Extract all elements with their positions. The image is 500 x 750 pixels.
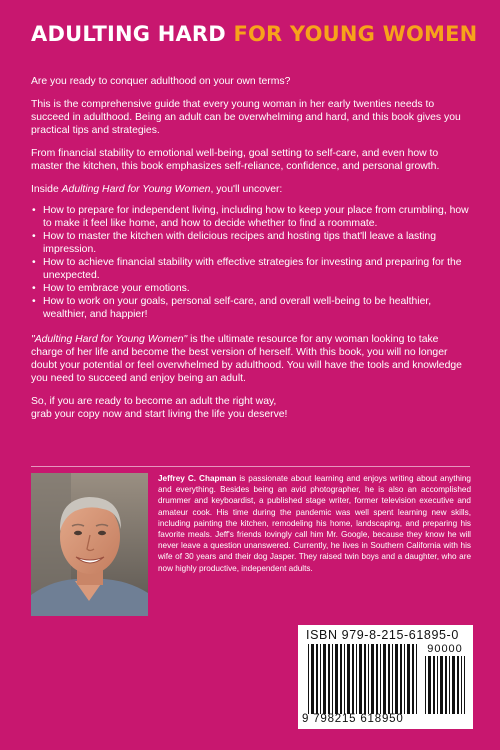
title-part-1: ADULTING HARD — [31, 22, 234, 46]
feature-list — [31, 204, 471, 321]
quoted-title: "Adulting Hard for Young Women" — [31, 334, 188, 345]
barcode-addon-bars — [425, 656, 465, 714]
barcode-addon-number: 90000 — [427, 643, 463, 655]
blurb-paragraph-3: From financial stability to emotional well-being, goal setting to self-care, and even how to master the kitchen, this book emphasizes self-reliance, confidence, and personal growth. — [31, 148, 440, 172]
author-bio-text: is passionate about learning and enjoys writing about anything and everything. Besides being an avid photographer, he is also an accomplished drummer and keyboardist, a published stage writer, former television executive and amateur cook. His time during the pandemic was well spent learning new skills, including painting the kitchen, remodeling his home, landscaping, and preparing his favorite meals. Jeff's friends lovingly call him Mr. Google, because they know he will never leave a question unanswered. Currently, he lives in Southern California with his wife of 30 years and their dog Jasper. They raised twin boys and a daughter, who are now highly productive, independent adults. — [158, 474, 471, 573]
section-divider — [31, 466, 470, 467]
barcode-digits: 9 798215 618950 — [302, 713, 404, 725]
call-to-action — [31, 395, 471, 421]
inside-book-title: Adulting Hard for Young Women — [61, 184, 211, 195]
blurb-intro: Are you ready to conquer adulthood on your own terms? — [31, 76, 291, 87]
barcode-graphic — [298, 625, 473, 729]
title-part-2: FOR YOUNG WOMEN — [233, 22, 478, 46]
author-portrait-image — [31, 473, 148, 616]
blurb-paragraph-5 — [31, 333, 471, 385]
inside-tail: , you'll uncover: — [210, 184, 283, 195]
list-item: • How to achieve financial stability with effective strategies for investing and preparing for the unexpected. — [43, 256, 471, 282]
list-item: • How to work on your goals, personal self-care, and overall well-being to be healthier, wealthier, and happier! — [43, 295, 471, 321]
book-title — [31, 22, 477, 46]
list-item: • How to master the kitchen with delicious recipes and hosting tips that'll leave a lasting impression. — [43, 230, 471, 256]
inside-lead: Inside — [31, 184, 62, 195]
isbn-label: ISBN 979-8-215-61895-0 — [306, 628, 459, 642]
paragraph-5-tail: is the ultimate resource for any woman looking to take charge of her life and become the best version of herself. With this book, you will no longer doubt your potential or feel overwhelmed by adulthood. You will have the tools and knowledge you need to succeed and enjoy being an adult. — [31, 334, 462, 384]
cta-line-1: So, if you are ready to become an adult the right way, — [31, 396, 277, 407]
author-name: Jeffrey C. Chapman — [158, 474, 237, 483]
cta-line-2: grab your copy now and start living the life you deserve! — [31, 409, 288, 420]
list-item: • How to embrace your emotions. — [43, 282, 471, 295]
barcode-bars — [308, 644, 418, 714]
blurb-paragraph-2: This is the comprehensive guide that every young woman in her early twenties needs to succeed in adulthood. Being an adult can be overwhelming and hard, and this book gives you practical tips and strategies. — [31, 99, 461, 136]
list-item: • How to prepare for independent living, including how to keep your place from crumbling, how to make it feel like home, and how to decide whether to find a roommate. — [43, 204, 471, 230]
blurb-paragraph-4 — [31, 183, 471, 196]
blurb — [31, 75, 471, 431]
author-bio — [158, 473, 471, 574]
